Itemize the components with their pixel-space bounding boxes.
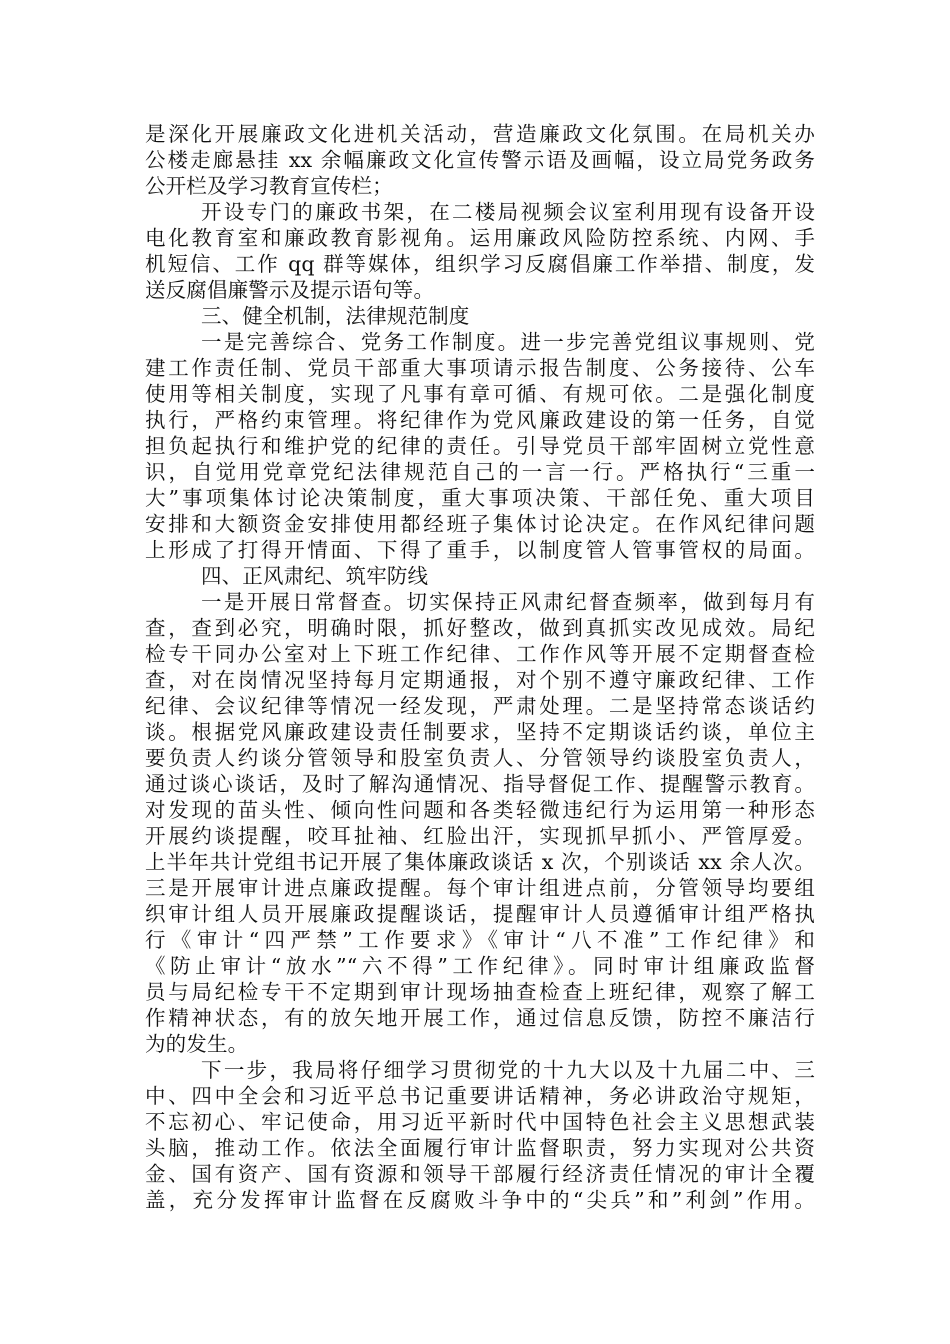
text-line: 为的发生。: [145, 1032, 249, 1056]
text-line: 纪律、会议纪律等情况一经发现，严肃处理。二是坚持常态谈话约: [145, 694, 815, 718]
text-line: 识，自觉用党章党纪法律规范自己的一言一行。严格执行“三重一: [145, 460, 815, 484]
paragraph-first-line: 开设专门的廉政书架，在二楼局视频会议室利用现有设备开设: [201, 200, 815, 224]
text-line: 行《审计“四严禁”工作要求》《审计“八不准”工作纪律》和: [145, 928, 815, 952]
text-line: 要负责人约谈分管领导和股室负责人、分管领导约谈股室负责人，: [145, 746, 815, 770]
text-line: 谈。根据党风廉政建设责任制要求，坚持不定期谈话约谈，单位主: [145, 720, 815, 744]
text-line: 对发现的苗头性、倾向性问题和各类轻微违纪行为运用第一种形态: [145, 798, 815, 822]
text-line: 三是开展审计进点廉政提醒。每个审计组进点前，分管领导均要组: [145, 876, 815, 900]
text-line: 员与局纪检专干不定期到审计现场抽查检查上班纪律，观察了解工: [145, 980, 815, 1004]
text-line: 送反腐倡廉警示及提示语句等。: [145, 278, 435, 302]
text-line: 织审计组人员开展廉政提醒谈话，提醒审计人员遵循审计组严格执: [145, 902, 815, 926]
text-line: 建工作责任制、党员干部重大事项请示报告制度、公务接待、公车: [145, 356, 815, 380]
text-line: 担负起执行和维护党的纪律的责任。引导党员干部牢固树立党性意: [145, 434, 815, 458]
text-line: 开展约谈提醒，咬耳扯袖、红脸出汗，实现抓早抓小、严管厚爱。: [145, 824, 815, 848]
text-line: 通过谈心谈话，及时了解沟通情况、指导督促工作、提醒警示教育。: [145, 772, 815, 796]
section-heading: 三、健全机制，法律规范制度: [201, 304, 470, 328]
text-line: 大”事项集体讨论决策制度，重大事项决策、干部任免、重大项目: [145, 486, 815, 510]
text-line: 头脑，推动工作。依法全面履行审计监督职责，努力实现对公共资: [145, 1136, 815, 1160]
text-line: 查，查到必究，明确时限，抓好整改，做到真抓实改见成效。局纪: [145, 616, 815, 640]
text-line: 安排和大额资金安排使用都经班子集体讨论决定。在作风纪律问题: [145, 512, 815, 536]
text-line: 作精神状态，有的放矢地开展工作，通过信息反馈，防控不廉洁行: [145, 1006, 815, 1030]
text-line: 上半年共计党组书记开展了集体廉政谈话 x 次，个别谈话 xx 余人次。: [145, 850, 815, 874]
section-heading: 四、正风肃纪、筑牢防线: [201, 564, 429, 588]
paragraph-first-line: 下一步，我局将仔细学习贯彻党的十九大以及十九届二中、三: [201, 1058, 815, 1082]
text-line: 中、四中全会和习近平总书记重要讲话精神，务必讲政治守规矩，: [145, 1084, 815, 1108]
text-line: 检专干同办公室对上下班工作纪律、工作作风等开展不定期督查检: [145, 642, 815, 666]
paragraph-first-line: 一是开展日常督查。切实保持正风肃纪督查频率，做到每月有: [201, 590, 815, 614]
text-line: 公开栏及学习教育宣传栏；: [145, 174, 393, 198]
text-line: 上形成了打得开情面、下得了重手，以制度管人管事管权的局面。: [145, 538, 815, 562]
text-line: 盖，充分发挥审计监督在反腐败斗争中的“尖兵”和”利剑”作用。: [145, 1188, 815, 1212]
text-line: 公楼走廊悬挂 xx 余幅廉政文化宣传警示语及画幅，设立局党务政务: [145, 148, 815, 172]
paragraph-first-line: 一是完善综合、党务工作制度。进一步完善党组议事规则、党: [201, 330, 815, 354]
text-line: 《防止审计“放水”“六不得”工作纪律》。同时审计组廉政监督: [145, 954, 815, 978]
text-line: 是深化开展廉政文化进机关活动，营造廉政文化氛围。在局机关办: [145, 122, 815, 146]
text-line: 电化教育室和廉政教育影视角。运用廉政风险防控系统、内网、手: [145, 226, 815, 250]
text-line: 金、国有资产、国有资源和领导干部履行经济责任情况的审计全覆: [145, 1162, 815, 1186]
text-line: 不忘初心、牢记使命，用习近平新时代中国特色社会主义思想武装: [145, 1110, 815, 1134]
document-page: [145, 121, 815, 1213]
text-line: 查，对在岗情况坚持每月定期通报，对个别不遵守廉政纪律、工作: [145, 668, 815, 692]
text-line: 执行，严格约束管理。将纪律作为党风廉政建设的第一任务，自觉: [145, 408, 815, 432]
text-line: 机短信、工作 qq 群等媒体，组织学习反腐倡廉工作举措、制度，发: [145, 252, 815, 276]
text-line: 使用等相关制度，实现了凡事有章可循、有规可依。二是强化制度: [145, 382, 815, 406]
